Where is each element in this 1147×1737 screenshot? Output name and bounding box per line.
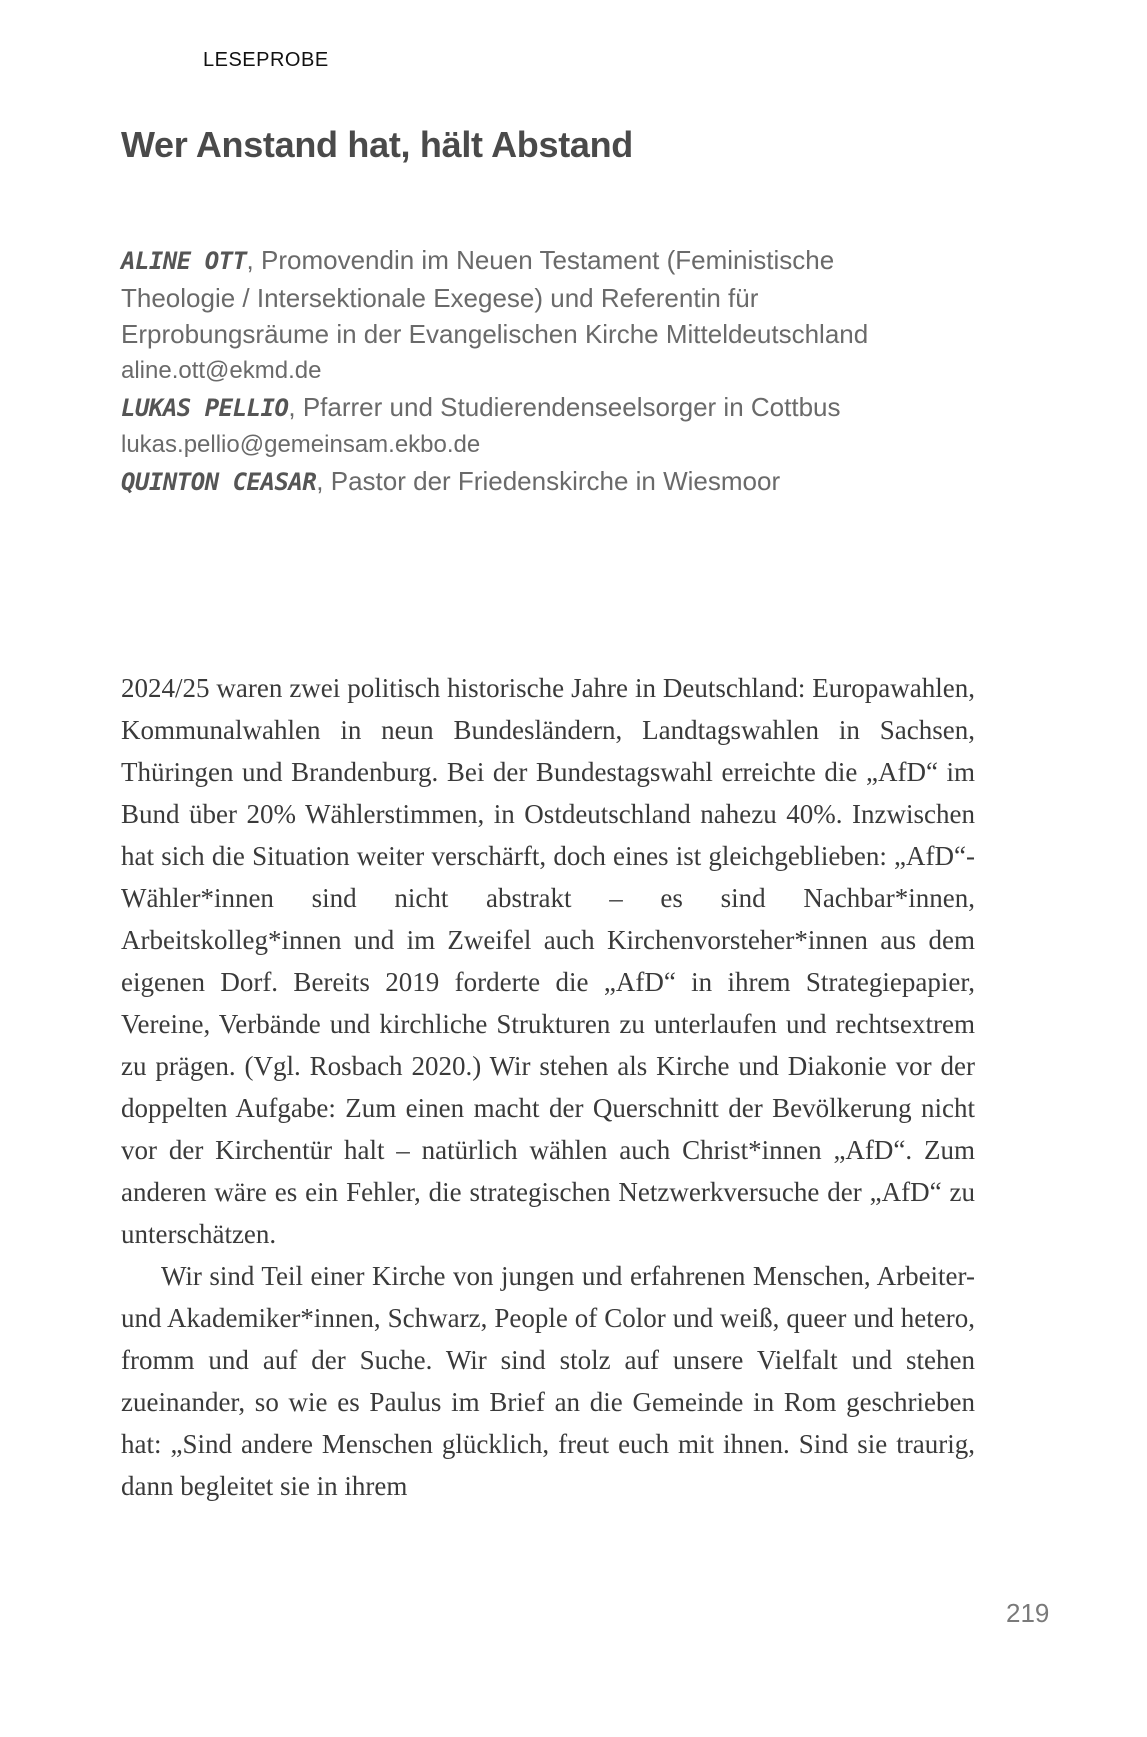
author-email-aline[interactable]: aline.ott@ekmd.de — [121, 356, 322, 384]
author-description: , Promovendin im Neuen Testament (Feministische — [246, 245, 835, 275]
page-number: 219 — [1006, 1598, 1050, 1628]
author-signature-quinton: QUINTON CEASAR — [121, 468, 317, 496]
article-title: Wer Anstand hat, hält Abstand — [121, 124, 633, 165]
author-signature-lukas: LUKAS PELLIO — [121, 394, 289, 422]
author-signature-aline: ALINE OTT — [121, 247, 247, 275]
author-lukas-line — [121, 389, 1051, 427]
author-quinton-line — [121, 463, 1051, 501]
author-aline-line-3: Erprobungsräume in der Evangelischen Kirche Mitteldeutschland — [121, 319, 869, 349]
author-aline-line-2: Theologie / Intersektionale Exegese) und Referentin für — [121, 282, 759, 313]
author-block — [121, 242, 1051, 501]
paragraph: Wir sind Teil einer Kirche von jungen und erfahrenen Menschen, Arbeiter- und Akademiker*innen, Schwarz, People of Color und weiß, queer und hetero, fromm und auf der Suche. Wir sind stolz auf unsere Vielfalt und stehen zueinander, so wie es Paulus im Brief an die Gemeinde in Rom geschrieben hat: „Sind andere Menschen glücklich, freut euch mit ihnen. Sind sie traurig, dann begleitet sie in ihrem — [121, 1261, 975, 1501]
author-email-lukas[interactable]: lukas.pellio@gemeinsam.ekbo.de — [121, 430, 481, 458]
author-aline-line-1 — [121, 242, 1051, 280]
paragraph: 2024/25 waren zwei politisch historische Jahre in Deutschland: Europawahlen, Kommunalwahlen in neun Bundesländern, Landtagswahlen in Sachsen, Thüringen und Brandenburg. Bei der Bundestagswahl erreichte die „AfD“ im Bund über 20% Wählerstimmen, in Ostdeutschland nahezu 40%. Inzwischen hat sich die Situation weiter verschärft, doch eines ist gleichgeblieben: „AfD“-Wähler*innen sind nicht abstrakt – es sind Nachbar*innen, Arbeitskolleg*innen und im Zweifel auch Kirchenvorsteher*innen aus dem eigenen Dorf. Bereits 2019 forderte die „AfD“ in ihrem Strategiepapier, Vereine, Verbände und kirchliche Strukturen zu unterlaufen und rechtsextrem zu prägen. (Vgl. Rosbach 2020.) Wir stehen als Kirche und Diakonie vor der doppelten Aufgabe: Zum einen macht der Querschnitt der Bevölkerung nicht vor der Kirchentür halt – natürlich wählen auch Christ*innen „AfD“. Zum anderen wäre es ein Fehler, die strategischen Netzwerkversuche der „AfD“ zu unterschätzen. — [121, 673, 975, 1249]
author-description: , Pastor der Friedenskirche in Wiesmoor — [316, 466, 781, 496]
section-label: LESEPROBE — [203, 49, 329, 71]
author-description: , Pfarrer und Studierendenseelsorger in Cottbus — [288, 392, 841, 422]
body-text — [121, 667, 975, 1507]
